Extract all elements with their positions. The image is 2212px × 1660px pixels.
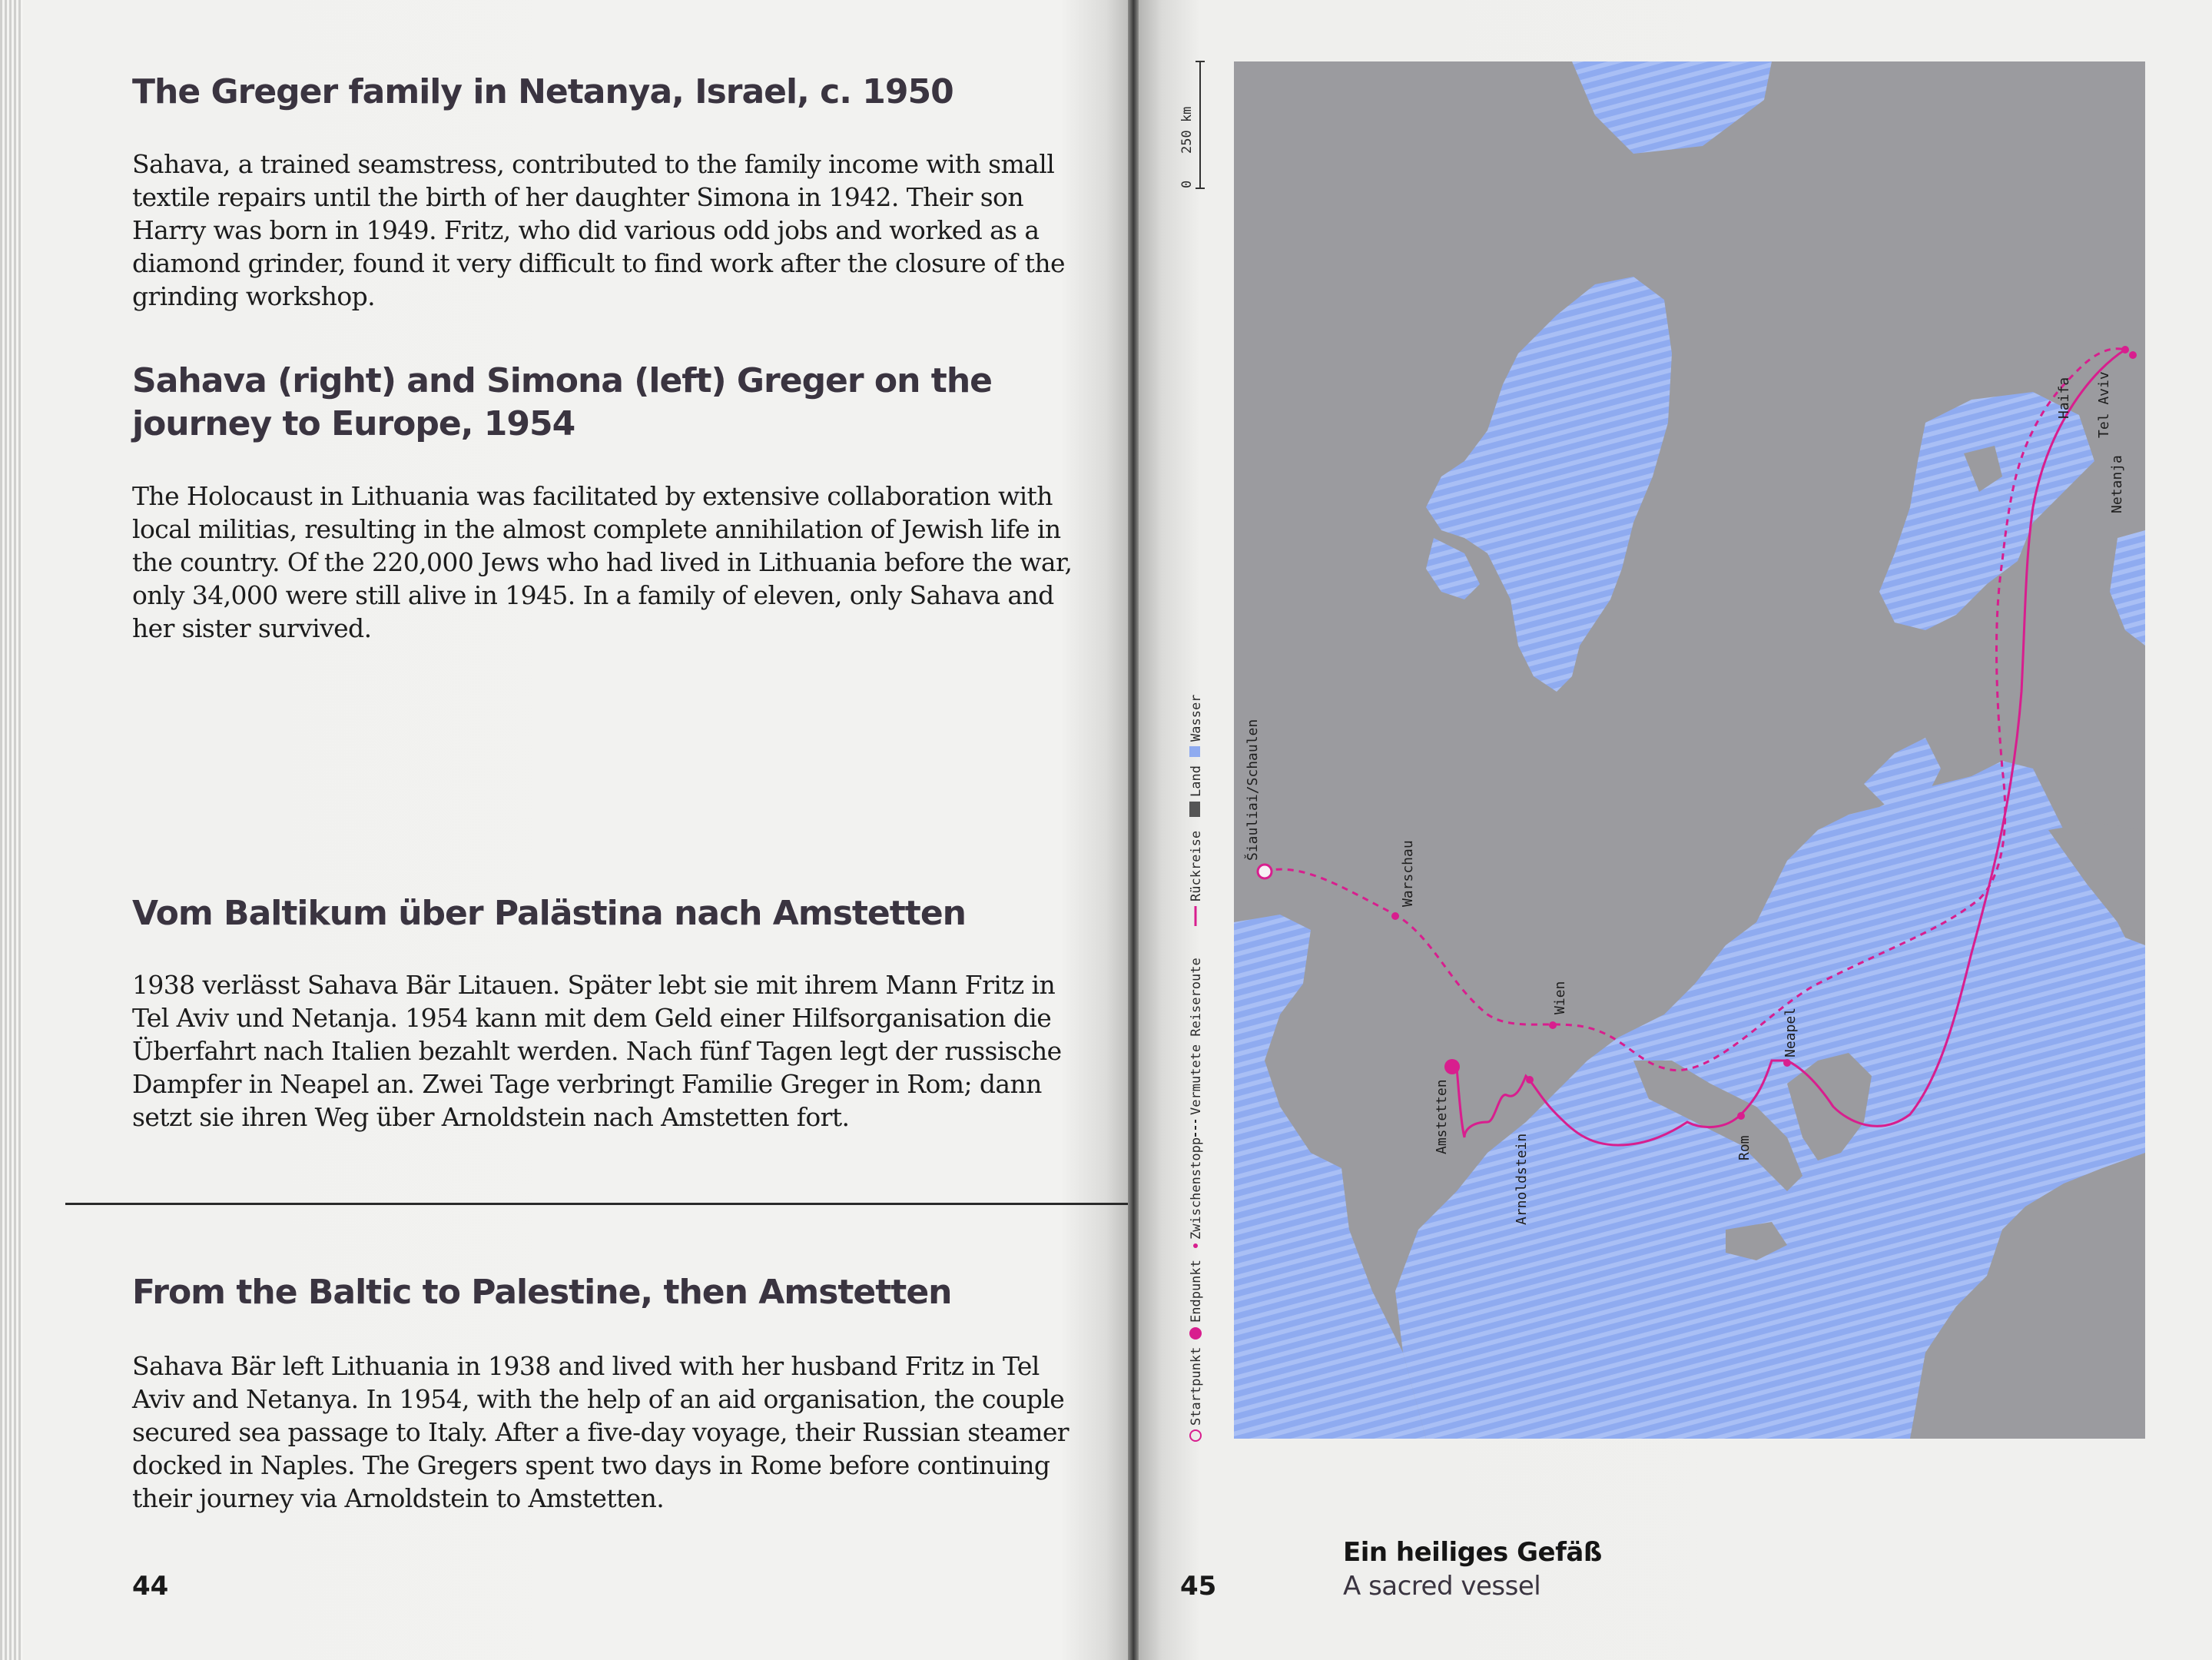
marker-haifa bbox=[2121, 346, 2129, 354]
heading-journey-to-europe: Sahava (right) and Simona (left) Greger on the journey to Europe, 1954 bbox=[132, 361, 992, 443]
legend-return: Rückreise bbox=[1189, 830, 1204, 901]
label-wien: Wien bbox=[1552, 981, 1568, 1014]
heading-greger-family: The Greger family in Netanya, Israel, c. 1950 bbox=[132, 72, 953, 111]
paragraph-baltikum: 1938 verlässt Sahava Bär Litauen. Später lebt sie mit ihrem Mann Fritz in Tel Aviv und Netanja. 1954 kann mit dem Geld einer Hilfsorganisation die Überfahrt nach Italien bezahlt werden. Nach fünf Tagen legt der russische Dampfer in Neapel an. Zwei Tage verbringt Familie Greger in Rom; dann setzt sie ihren Weg über Arnoldstein nach Amstetten fort. bbox=[132, 970, 1062, 1132]
route-map bbox=[1234, 61, 2145, 1439]
label-rom: Rom bbox=[1736, 1135, 1753, 1160]
label-amstetten: Amstetten bbox=[1434, 1079, 1450, 1154]
scale-start-label: 0 bbox=[1179, 180, 1195, 188]
scale-bar bbox=[1169, 46, 1215, 200]
legend-start-icon bbox=[1190, 1430, 1201, 1441]
map-legend bbox=[1176, 607, 1214, 1445]
marker-arnoldstein bbox=[1526, 1076, 1534, 1084]
legend-land: Land bbox=[1189, 765, 1204, 797]
legend-end-icon bbox=[1189, 1327, 1202, 1340]
label-arnoldstein: Arnoldstein bbox=[1514, 1133, 1530, 1225]
marker-siauliai bbox=[1258, 865, 1272, 878]
scale-end-label: 250 km bbox=[1179, 106, 1195, 154]
legend-end: Endpunkt bbox=[1189, 1260, 1204, 1323]
label-telaviv: Tel Aviv bbox=[2096, 371, 2112, 438]
legend-stop-icon bbox=[1193, 1243, 1198, 1248]
page-edges bbox=[0, 0, 23, 1660]
heading-baltikum: Vom Baltikum über Palästina nach Amstetten bbox=[132, 894, 967, 933]
heading-baltic-to-palestine: From the Baltic to Palestine, then Amstetten bbox=[132, 1273, 952, 1312]
marker-telaviv bbox=[2129, 351, 2137, 359]
paragraph-baltic-to-palestine: Sahava Bär left Lithuania in 1938 and lived with her husband Fritz in Tel Aviv and Netanya. In 1954, with the help of an aid organisation, the couple secured sea passage to Italy. After a five-day voyage, their Russian steamer docked in Naples. The Gregers spent two days in Rome before continuing their journey via Arnoldstein to Amstetten. bbox=[132, 1351, 1069, 1513]
page-number-right: 45 bbox=[1180, 1571, 1217, 1602]
marker-neapel bbox=[1783, 1059, 1791, 1067]
paragraph-greger-family: Sahava, a trained seamstress, contributed to the family income with small textile repairs until the birth of her daughter Simona in 1942. Their son Harry was born in 1949. Fritz, who did various odd jobs and worked as a diamond grinder, found it very difficult to find work after the closure of the grinding workshop. bbox=[132, 149, 1065, 311]
label-siauliai: Šiauliai/Schaulen bbox=[1245, 719, 1261, 861]
legend-start: Startpunkt bbox=[1189, 1346, 1204, 1426]
label-warschau: Warschau bbox=[1400, 840, 1416, 907]
legend-presumed: Vermutete Reiseroute bbox=[1189, 958, 1204, 1115]
paragraph-holocaust: The Holocaust in Lithuania was facilitated by extensive collaboration with local militias, resulting in the almost complete annihilation of Jewish life in the country. Of the 220,000 Jews who had lived in Lithuania before the war, only 34,000 were still alive in 1945. In a family of eleven, only Sahava and her sister survived. bbox=[132, 481, 1073, 643]
label-netanja: Netanja bbox=[2109, 455, 2125, 513]
legend-land-icon bbox=[1189, 802, 1200, 817]
legend-water-icon bbox=[1189, 746, 1200, 757]
marker-rom bbox=[1737, 1112, 1745, 1120]
page-number-left: 44 bbox=[132, 1571, 169, 1602]
caption-subtitle: A sacred vessel bbox=[1343, 1571, 1541, 1602]
label-haifa: Haifa bbox=[2056, 377, 2072, 419]
section-divider bbox=[65, 1203, 1129, 1205]
label-neapel: Neapel bbox=[1783, 1007, 1799, 1057]
marker-warschau bbox=[1391, 912, 1399, 920]
marker-amstetten bbox=[1444, 1059, 1460, 1074]
caption-title: Ein heiliges Gefäß bbox=[1343, 1537, 1602, 1568]
legend-water: Wasser bbox=[1189, 694, 1204, 742]
marker-wien bbox=[1549, 1021, 1557, 1029]
legend-stop: Zwischenstopp bbox=[1189, 1137, 1204, 1240]
